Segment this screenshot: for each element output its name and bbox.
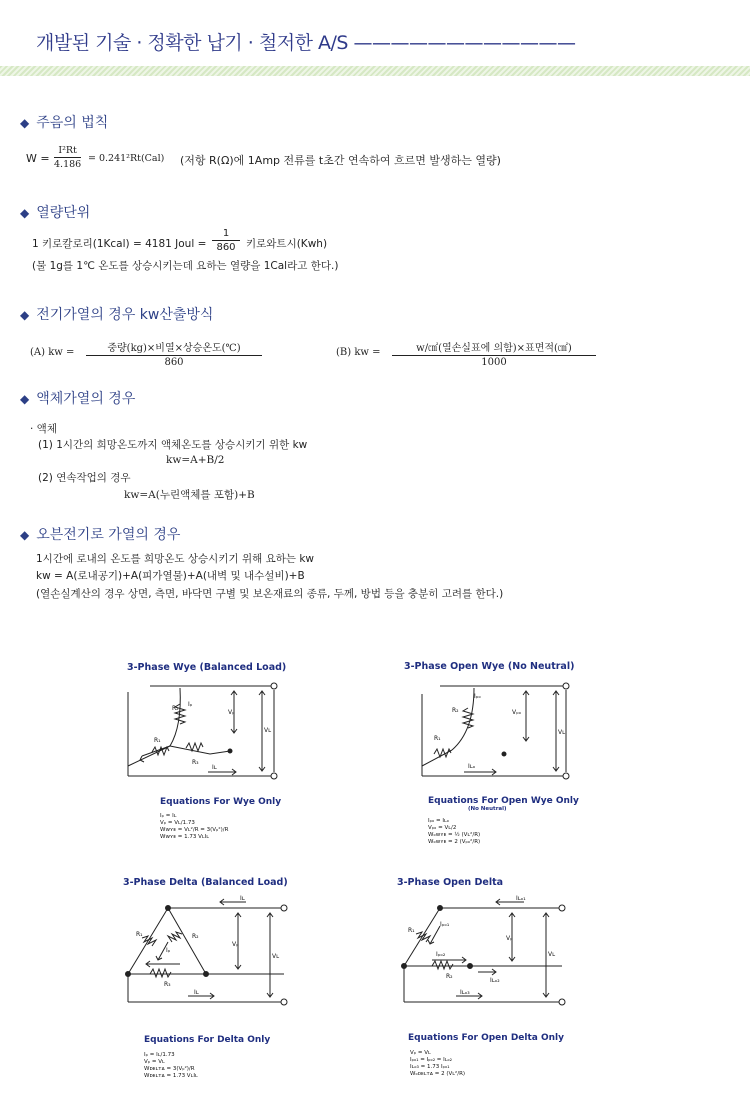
equation-line: Wᴡʏᴇ = 1.73 VʟIʟ — [160, 834, 210, 840]
section-title: 오븐전기로 가열의 경우 — [36, 527, 181, 543]
open-delta-title: 3-Phase Open Delta — [397, 877, 504, 888]
section-title: 액체가열의 경우 — [36, 391, 136, 407]
joule-w-label: W = — [26, 152, 50, 165]
diamond-icon: ◆ — [20, 206, 30, 220]
label-il-bottom: Iʟ — [194, 989, 199, 996]
label-r2: R₂ — [192, 933, 199, 940]
label-ipo1: Iₚₒ₁ — [440, 921, 450, 928]
wye-equations-title: Equations For Wye Only — [160, 797, 282, 807]
wye-equations — [160, 813, 228, 841]
joule-rhs: = 0.241²Rt(Cal) — [88, 153, 165, 164]
delta-circuit — [120, 890, 300, 1010]
label-r3: R₃ — [192, 759, 199, 766]
oven-line2: kw = A(로내공기)+A(피가열물)+A(내벽 및 내수설비)+B — [36, 570, 305, 582]
oven-line3: (열손실계산의 경우 상면, 측면, 바닥면 구별 및 보온재료의 종류, 두께, 방법 등을 충분히 고려를 한다.) — [36, 588, 504, 600]
open-delta-circuit — [396, 890, 576, 1010]
equation-line: Vₚ = Vʟ — [410, 1050, 431, 1056]
equation-line: Iₚₒ = Iʟₒ — [428, 818, 450, 824]
formula-a-label: (A) kw = — [30, 347, 75, 358]
heat-unit-denominator: 860 — [216, 242, 236, 253]
equation-line: Vₚ = Vʟ — [144, 1059, 165, 1065]
section-joule-law-heading — [20, 112, 108, 132]
liquid-bullet: · 액체 — [30, 423, 57, 435]
liquid-formula2: kw=A(누린액체를 포함)+B — [124, 489, 255, 501]
label-r2: R₂ — [452, 707, 459, 714]
open-wye-equations-subtitle: (No Neutral) — [468, 806, 507, 812]
heat-unit-line1-prefix: 1 키로칼로리(1Kcal) = 4181 Joul = — [32, 238, 207, 250]
formula-a-denominator: 860 — [164, 357, 184, 368]
header-rule: ———————————— — [353, 32, 576, 54]
equation-line: Wₒᴡʏᴇ = 2 (Vₚₒ²/R) — [428, 839, 481, 845]
formula-b-fraction — [392, 339, 596, 368]
wye-title: 3-Phase Wye (Balanced Load) — [127, 662, 287, 673]
open-wye-title: 3-Phase Open Wye (No Neutral) — [404, 661, 575, 672]
formula-a-numerator: 중량(kg)×비열×상승온도(℃) — [86, 339, 262, 356]
heat-unit-line1-suffix: 키로와트시(Kwh) — [246, 238, 328, 250]
label-r1: R₁ — [408, 927, 415, 934]
label-ipo: Iₚₒ — [474, 693, 481, 700]
label-vp: Vₚ — [228, 709, 235, 716]
equation-line: Iʟₒ₃ = 1.73 Iₚₒ₁ — [410, 1064, 450, 1070]
joule-fraction — [54, 145, 81, 170]
equation-line: Wᴅᴇʟᴛᴀ = 1.73 VʟIʟ — [144, 1073, 198, 1079]
section-liquid-heating-heading — [20, 388, 135, 408]
equation-line: Wₒᴅᴇʟᴛᴀ = 2 (Vʟ²/R) — [410, 1071, 466, 1077]
formula-a-fraction — [86, 339, 262, 368]
label-ip: Iₚ — [188, 701, 193, 708]
heat-unit-fraction — [212, 228, 240, 253]
diamond-icon: ◆ — [20, 308, 30, 322]
liquid-formula1: kw=A+B/2 — [166, 454, 225, 466]
page-header — [36, 28, 575, 55]
label-ilo1: Iʟₒ₁ — [516, 895, 526, 902]
section-oven-heating-heading — [20, 524, 180, 544]
label-ilo: Iʟₒ — [468, 763, 476, 770]
heat-unit-numerator: 1 — [212, 228, 240, 241]
equation-line: Iₚ = Iʟ/1.73 — [144, 1052, 175, 1058]
section-title: 주음의 법칙 — [36, 115, 109, 131]
formula-b-label: (B) kw = — [336, 347, 381, 358]
equation-line: Wᴡʏᴇ = Vʟ²/R = 3(Vₚ²)/R — [160, 827, 229, 833]
equation-line: Vₚₒ = Vʟ/2 — [428, 825, 457, 831]
label-ip: Iₚ — [166, 947, 171, 954]
section-title: 열량단위 — [36, 205, 91, 221]
equation-line: Wᴅᴇʟᴛᴀ = 3(Vₚ²)/R — [144, 1066, 195, 1072]
header-title: 개발된 기술 · 정확한 납기 · 철저한 A/S — [36, 32, 348, 54]
open-delta-equations — [410, 1050, 465, 1078]
equation-line: Vₚ = Vʟ/1.73 — [160, 820, 195, 826]
label-r2: R₂ — [172, 705, 179, 712]
delta-equations-title: Equations For Delta Only — [144, 1035, 271, 1045]
label-vp: Vₚ — [506, 935, 513, 942]
heat-unit-line2: (물 1g를 1℃ 온도를 상승시키는데 요하는 열량을 1Cal라고 한다.) — [32, 260, 339, 272]
label-r3: R₃ — [164, 981, 171, 988]
wye-circuit — [120, 676, 300, 788]
label-r1: R₁ — [136, 931, 143, 938]
section-heat-unit-heading — [20, 202, 90, 222]
equation-line: Iₚₒ₁ = Iₚₒ₂ = Iʟₒ₂ — [410, 1057, 453, 1063]
label-ilo2: Iʟₒ₂ — [490, 977, 500, 984]
header-band — [0, 66, 750, 76]
joule-numerator: I²Rt — [54, 145, 81, 158]
label-r2: R₂ — [446, 973, 453, 980]
liquid-item2: (2) 연속작업의 경우 — [38, 472, 131, 484]
section-electric-heating-heading — [20, 304, 213, 324]
label-r1: R₁ — [434, 735, 441, 742]
label-vp: Vₚ — [232, 941, 239, 948]
equation-line: Iₚ = Iʟ — [160, 813, 177, 819]
label-vl: Vʟ — [548, 951, 556, 958]
label-vpo: Vₚₒ — [512, 709, 522, 716]
liquid-item1: (1) 1시간의 희망온도까지 액체온도를 상승시키기 위한 kw — [38, 439, 308, 451]
delta-title: 3-Phase Delta (Balanced Load) — [123, 877, 288, 888]
label-r1: R₁ — [154, 737, 161, 744]
label-ipo2: Iₚₒ₂ — [436, 951, 446, 958]
label-vl: Vʟ — [264, 727, 272, 734]
formula-b-numerator: w/㎠(열손실표에 의함)×표면적(㎠) — [392, 339, 596, 356]
label-ilo3: Iʟₒ₃ — [460, 989, 470, 996]
diamond-icon: ◆ — [20, 528, 30, 542]
open-wye-equations — [428, 818, 480, 846]
open-delta-equations-title: Equations For Open Delta Only — [408, 1033, 564, 1043]
oven-line1: 1시간에 로내의 온도를 희망온도 상승시키기 위해 요하는 kw — [36, 553, 315, 565]
equation-line: Wₒᴡʏᴇ = ½ (Vʟ²/R) — [428, 832, 481, 838]
diamond-icon: ◆ — [20, 392, 30, 406]
label-il: Iʟ — [240, 895, 245, 902]
diamond-icon: ◆ — [20, 116, 30, 130]
joule-denominator: 4.186 — [54, 159, 82, 170]
delta-equations — [144, 1052, 198, 1080]
open-wye-equations-title: Equations For Open Wye Only — [428, 796, 579, 806]
label-il: Iʟ — [212, 764, 217, 771]
open-wye-circuit — [400, 676, 580, 788]
label-vl: Vʟ — [558, 729, 566, 736]
section-title: 전기가열의 경우 kw산출방식 — [36, 307, 214, 323]
joule-description: (저항 R(Ω)에 1Amp 전류를 t초간 연속하여 흐르면 발생하는 열량) — [180, 154, 501, 167]
formula-b-denominator: 1000 — [481, 357, 507, 368]
label-vl: Vʟ — [272, 953, 280, 960]
